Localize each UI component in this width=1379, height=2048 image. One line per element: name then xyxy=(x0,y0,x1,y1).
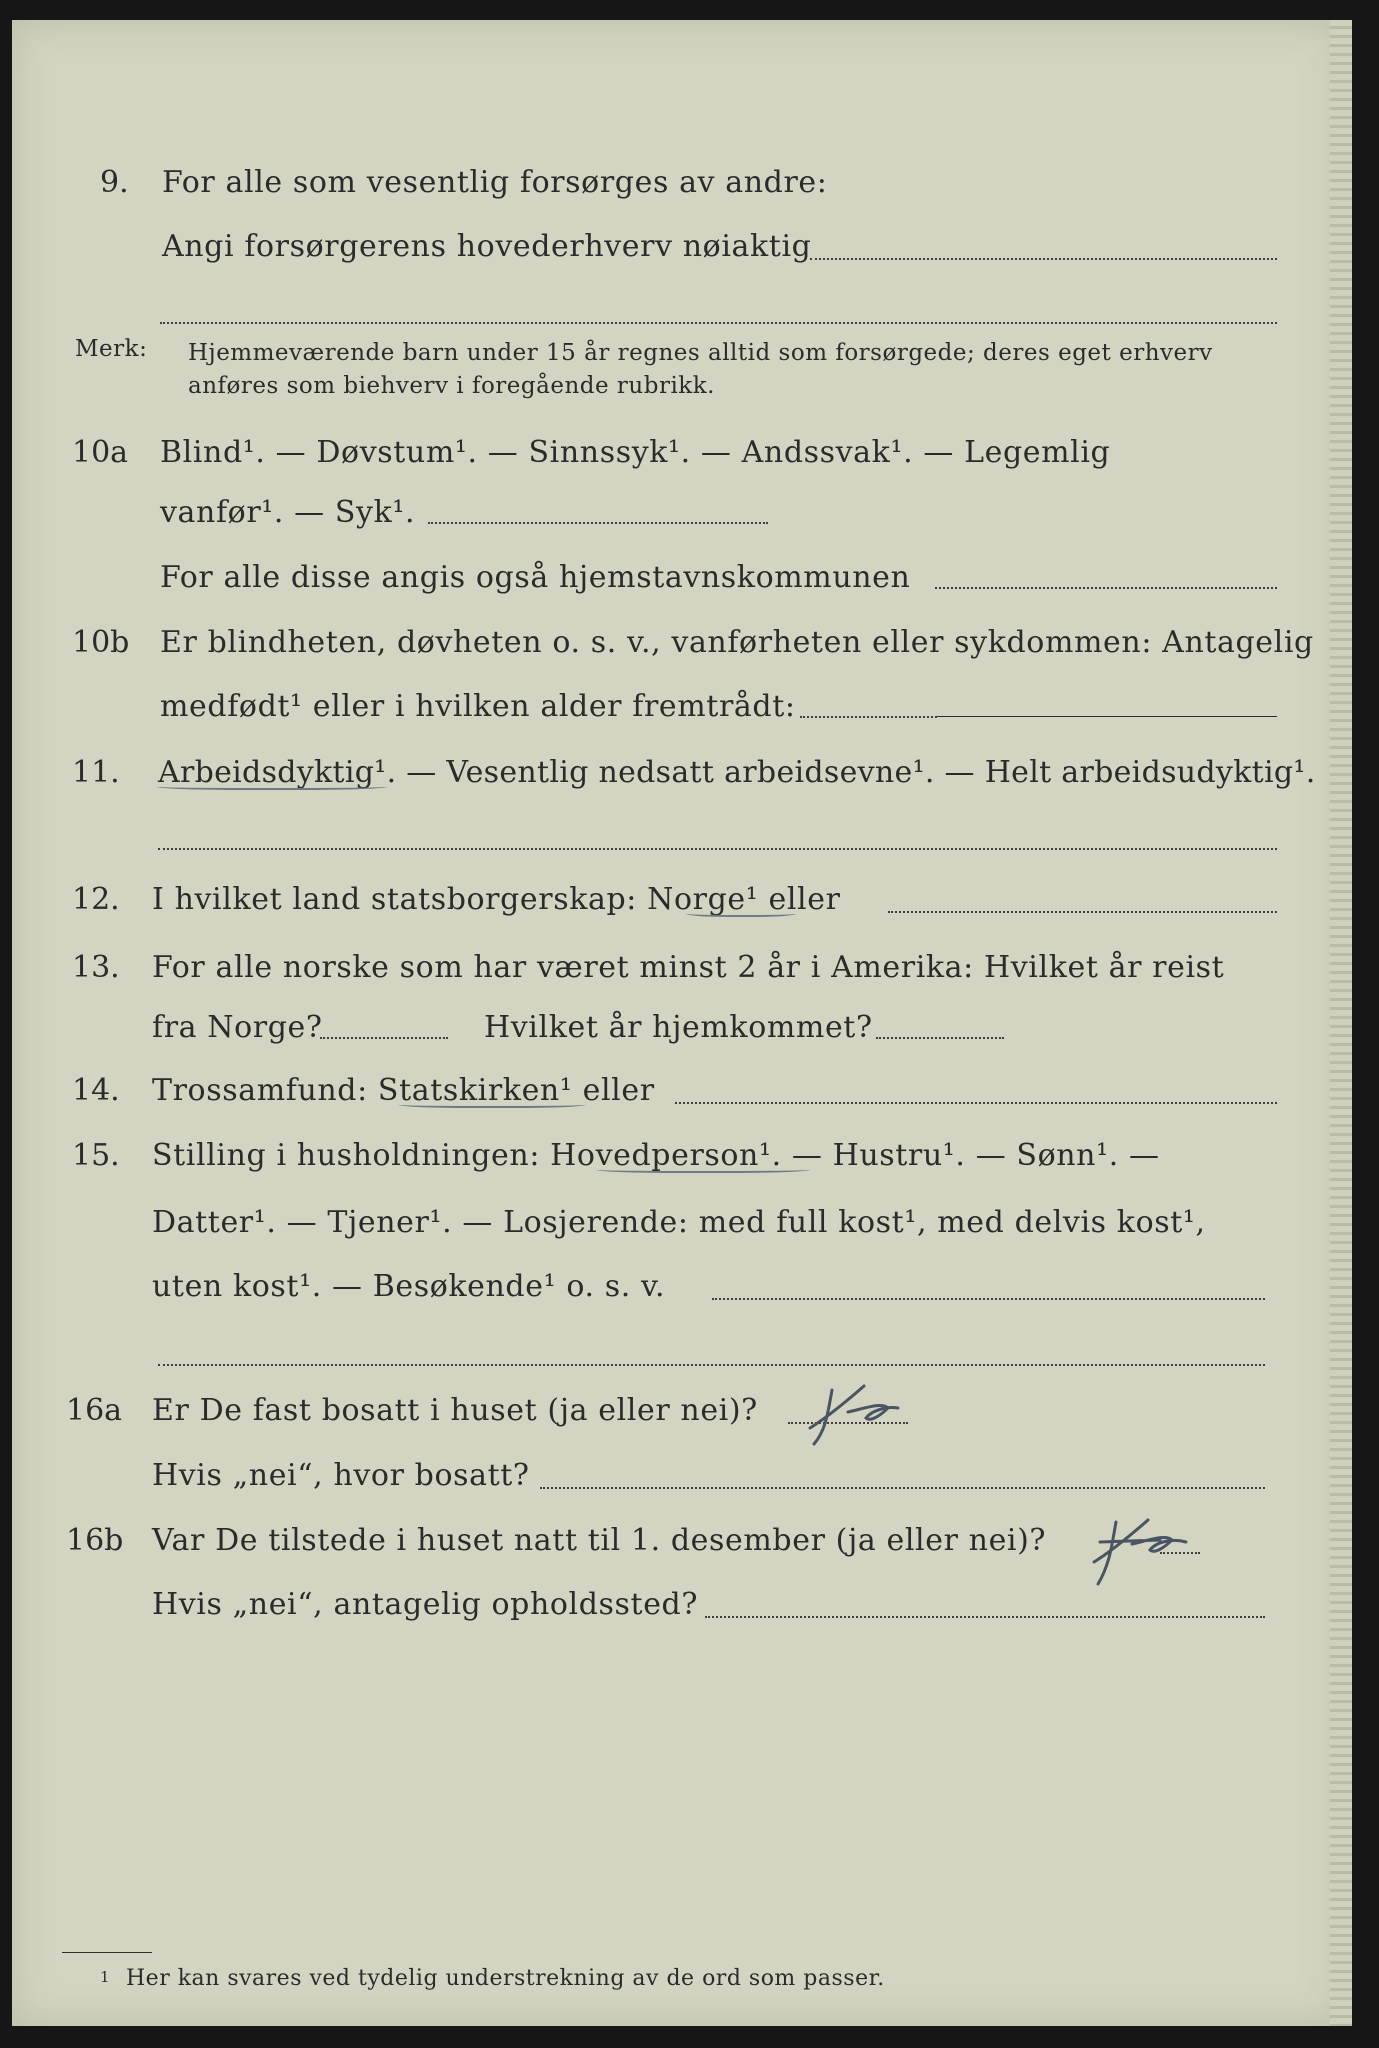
footnote-separator xyxy=(62,1952,152,1953)
q15-line2: Datter¹. — Tjener¹. — Losjerende: med full kost¹, med delvis kost¹, xyxy=(152,1205,1206,1240)
merk-text-line2: anføres som biehverv i foregående rubrikk. xyxy=(188,373,715,399)
q15-number: 15. xyxy=(72,1138,120,1173)
q15-answer-line[interactable] xyxy=(712,1298,1265,1300)
q13-right-label: Hvilket år hjemkommet? xyxy=(484,1010,873,1045)
q10b-line2: medfødt¹ eller i hvilken alder fremtrådt: xyxy=(160,689,796,724)
q16b-followup: Hvis „nei“, antagelig opholdssted? xyxy=(152,1587,699,1622)
q10a-answer-line[interactable] xyxy=(428,522,768,524)
q16b-number: 16b xyxy=(66,1523,124,1558)
q9-question: For alle som vesentlig forsørges av andre: xyxy=(162,165,828,200)
hovedperson-underline xyxy=(596,1165,810,1173)
q13-line1: For alle norske som har været minst 2 år i Amerika: Hvilket år reist xyxy=(152,950,1225,985)
q16a-residence-line[interactable] xyxy=(540,1487,1265,1489)
q16a-followup: Hvis „nei“, hvor bosatt? xyxy=(152,1458,530,1493)
q11-options: Arbeidsdyktig¹. — Vesentlig nedsatt arbeidsevne¹. — Helt arbeidsudyktig¹. xyxy=(158,755,1316,790)
q15-line3: uten kost¹. — Besøkende¹ o. s. v. xyxy=(152,1269,666,1304)
merk-label: Merk: xyxy=(75,336,148,362)
q13-departure-line[interactable] xyxy=(320,1037,448,1039)
q9-number: 9. xyxy=(100,165,129,200)
page-edge xyxy=(1330,20,1352,2026)
q13-number: 13. xyxy=(72,950,120,985)
q14-answer-line[interactable] xyxy=(675,1102,1277,1104)
statskirken-underline xyxy=(398,1100,586,1108)
norge-underline xyxy=(686,909,796,917)
q10b-line1: Er blindheten, døvheten o. s. v., vanførheten eller sykdommen: Antagelig xyxy=(160,625,1314,660)
q14-number: 14. xyxy=(72,1073,120,1108)
q14-question: Trossamfund: Statskirken¹ eller xyxy=(152,1073,655,1108)
q16a-handwritten-answer xyxy=(808,1378,918,1458)
footnote-mark: 1 xyxy=(100,1968,111,1986)
q12-question: I hvilket land statsborgerskap: Norge¹ eller xyxy=(152,882,841,917)
q13-left-label: fra Norge? xyxy=(152,1010,323,1045)
q16b-answer-line[interactable] xyxy=(1160,1552,1200,1554)
q16b-location-line[interactable] xyxy=(705,1616,1265,1618)
q16a-question: Er De fast bosatt i huset (ja eller nei)? xyxy=(152,1393,758,1428)
q11-answer-line[interactable] xyxy=(158,848,1277,850)
q11-number: 11. xyxy=(72,755,120,790)
q10a-line3: For alle disse angis også hjemstavnskommunen xyxy=(160,560,911,595)
merk-text-line1: Hjemmeværende barn under 15 år regnes alltid som forsørgede; deres eget erhverv xyxy=(188,340,1213,366)
q15-line1: Stilling i husholdningen: Hovedperson¹. — Hustru¹. — Sønn¹. — xyxy=(152,1138,1160,1173)
q10a-line2: vanfør¹. — Syk¹. xyxy=(160,495,416,530)
q10b-number: 10b xyxy=(72,625,130,660)
q16b-question: Var De tilstede i huset natt til 1. desember (ja eller nei)? xyxy=(152,1523,1047,1558)
arbeidsdyktig-underline xyxy=(156,782,388,790)
q13-return-line[interactable] xyxy=(876,1037,1004,1039)
q10a-line1: Blind¹. — Døvstum¹. — Sinnssyk¹. — Andssvak¹. — Legemlig xyxy=(160,435,1111,470)
q12-number: 12. xyxy=(72,882,120,917)
footnote-text: Her kan svares ved tydelig understrekning av de ord som passer. xyxy=(126,1966,885,1991)
q12-answer-line[interactable] xyxy=(888,911,1277,913)
q9-prompt: Angi forsørgerens hovederhverv nøiaktig xyxy=(162,229,812,264)
q10a-municipality-line[interactable] xyxy=(935,587,1277,589)
q10b-answer-line[interactable] xyxy=(937,716,1277,717)
q10a-number: 10a xyxy=(72,435,129,470)
q15-answer-line-2[interactable] xyxy=(158,1364,1265,1366)
q9-answer-line[interactable] xyxy=(810,258,1277,260)
q10b-answer-dots[interactable] xyxy=(800,716,937,718)
q16b-handwritten-answer xyxy=(1090,1514,1200,1594)
q16a-number: 16a xyxy=(66,1393,123,1428)
q9-answer-line-2[interactable] xyxy=(160,322,1277,324)
